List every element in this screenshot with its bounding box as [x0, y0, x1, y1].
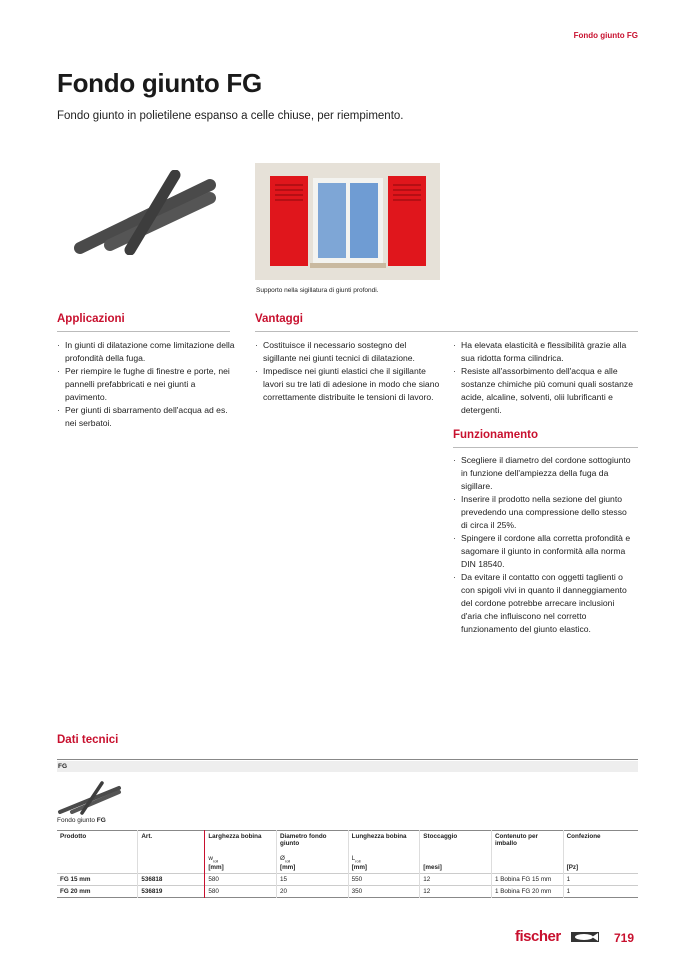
divider — [57, 331, 230, 332]
page-number: 719 — [614, 931, 635, 945]
table-cell: 12 — [420, 874, 492, 886]
page-subtitle: Fondo giunto in polietilene espanso a celle chiuse, per riempimento. — [57, 110, 404, 122]
table-cell: 580 — [205, 874, 277, 886]
table-cell: 1 — [563, 886, 638, 898]
product-thumbnail — [57, 780, 122, 815]
header-label: Larghezza bobina — [208, 833, 262, 840]
group-label: FG — [57, 761, 638, 772]
column-header — [138, 831, 205, 874]
column-header — [276, 831, 348, 874]
symbol: L — [351, 855, 356, 862]
list-item: · Da evitare il contatto con oggetti taglienti o con spigoli vivi in quanto il danneggiamento del cordone potrebbe arrecare inclusioni d'aria che influiscono nel corretto funzionamento del giunto elastico. — [453, 571, 633, 636]
list-item: · Per giunti di sbarramento dell'acqua ad es. nei serbatoi. — [57, 404, 237, 430]
header-label: Diametro fondo giunto — [279, 833, 327, 847]
table-row — [57, 874, 638, 886]
table-cell: 550 — [348, 874, 420, 886]
header-label: Prodotto — [60, 833, 87, 840]
table-cell: 15 — [276, 874, 348, 886]
column-header — [57, 831, 138, 874]
list-item: · In giunti di dilatazione come limitazione della profondità della fuga. — [57, 339, 237, 365]
list-item: · Ha elevata elasticità e flessibilità grazie alla sua ridotta forma cilindrica. — [453, 339, 638, 365]
vantaggi-list — [255, 339, 440, 404]
tech-data-table — [57, 830, 638, 898]
image-caption: Supporto nella sigillatura di giunti profondi. — [256, 287, 379, 294]
page-title: Fondo giunto FG — [57, 68, 262, 98]
list-item: · Costituisce il necessario sostegno del sigillante nei giunti tecnici di dilatazione. — [255, 339, 440, 365]
running-header: Fondo giunto FG — [573, 31, 638, 40]
table-cell: 1 Bobina FG 15 mm — [491, 874, 563, 886]
header-symbol — [567, 855, 635, 864]
fish-logo-icon — [571, 932, 599, 942]
table-cell: 12 — [420, 886, 492, 898]
table-cell: FG 20 mm — [57, 886, 138, 898]
vantaggi-heading: Vantaggi — [255, 313, 303, 325]
table-cell: 536818 — [138, 874, 205, 886]
caption-bold: FG — [96, 817, 106, 824]
header-label: Confezione — [566, 833, 601, 840]
column-header — [348, 831, 420, 874]
header-label: Art. — [141, 833, 153, 840]
header-unit: [mm] — [351, 864, 368, 871]
column-header — [563, 831, 638, 874]
window-application-image — [255, 163, 440, 280]
header-unit: [mm] — [279, 864, 296, 871]
header-symbol — [280, 855, 345, 864]
product-image-rods — [70, 170, 220, 255]
table-cell: 536819 — [138, 886, 205, 898]
applicazioni-list — [57, 339, 237, 430]
column-header — [420, 831, 492, 874]
symbol-sub: roll — [355, 858, 361, 864]
table-cell: FG 15 mm — [57, 874, 138, 886]
list-item: · Resiste all'assorbimento dell'acqua e alle sostanze chimiche più comuni quali sostanze acide, alcaline, solventi, olii lubrificanti e detergenti. — [453, 365, 638, 417]
list-item: · Impedisce nei giunti elastici che il sigillante lavori su tre lati di adesione in modo che siano correttamente distribuite le tensioni di lavoro. — [255, 365, 440, 404]
table-cell: 1 Bobina FG 20 mm — [491, 886, 563, 898]
header-symbol — [423, 855, 488, 864]
symbol-sub: roll — [212, 858, 219, 864]
dati-tecnici-heading: Dati tecnici — [57, 734, 119, 746]
column-header — [491, 831, 563, 874]
table-cell: 350 — [348, 886, 420, 898]
list-item: · Inserire il prodotto nella sezione del giunto prevedendo una compressione dello stesso di circa il 25%. — [453, 493, 633, 532]
funzionamento-list — [453, 454, 633, 636]
list-item: · Scegliere il diametro del cordone sottogiunto in funzione dell'ampiezza della fuga da sigillare. — [453, 454, 633, 493]
funzionamento-heading: Funzionamento — [453, 429, 538, 441]
header-unit: [mm] — [208, 864, 224, 871]
divider — [255, 331, 638, 332]
fischer-logo: fischer — [515, 928, 561, 945]
header-symbol — [208, 855, 273, 864]
symbol: Ø — [279, 855, 285, 862]
caption-text: Fondo giunto — [57, 817, 95, 824]
column-header — [205, 831, 277, 874]
symbol-sub: roll — [284, 858, 291, 864]
table-row — [57, 886, 638, 898]
product-caption — [57, 817, 106, 824]
header-unit: [mesi] — [423, 864, 442, 871]
vantaggi-list-cont — [453, 339, 638, 417]
header-symbol — [141, 855, 201, 864]
header-label: Stoccaggio — [423, 833, 458, 840]
applicazioni-heading: Applicazioni — [57, 313, 125, 325]
header-label: Lunghezza bobina — [351, 833, 407, 840]
header-symbol — [60, 855, 134, 864]
symbol: w — [208, 855, 213, 862]
table-cell: 1 — [563, 874, 638, 886]
header-unit: [Pz] — [566, 864, 579, 871]
list-item: · Per riempire le fughe di finestre e porte, nei pannelli prefabbricati e nei giunti a pavimento. — [57, 365, 237, 404]
header-symbol — [352, 855, 417, 864]
list-item: · Spingere il cordone alla corretta profondità e sagomare il giunto in conformità alla norma DIN 18540. — [453, 532, 633, 571]
table-cell: 20 — [276, 886, 348, 898]
header-label: Contenuto per imballo — [494, 833, 538, 847]
header-symbol — [495, 855, 560, 864]
divider — [453, 447, 638, 448]
divider — [57, 759, 638, 760]
table-cell: 580 — [205, 886, 277, 898]
